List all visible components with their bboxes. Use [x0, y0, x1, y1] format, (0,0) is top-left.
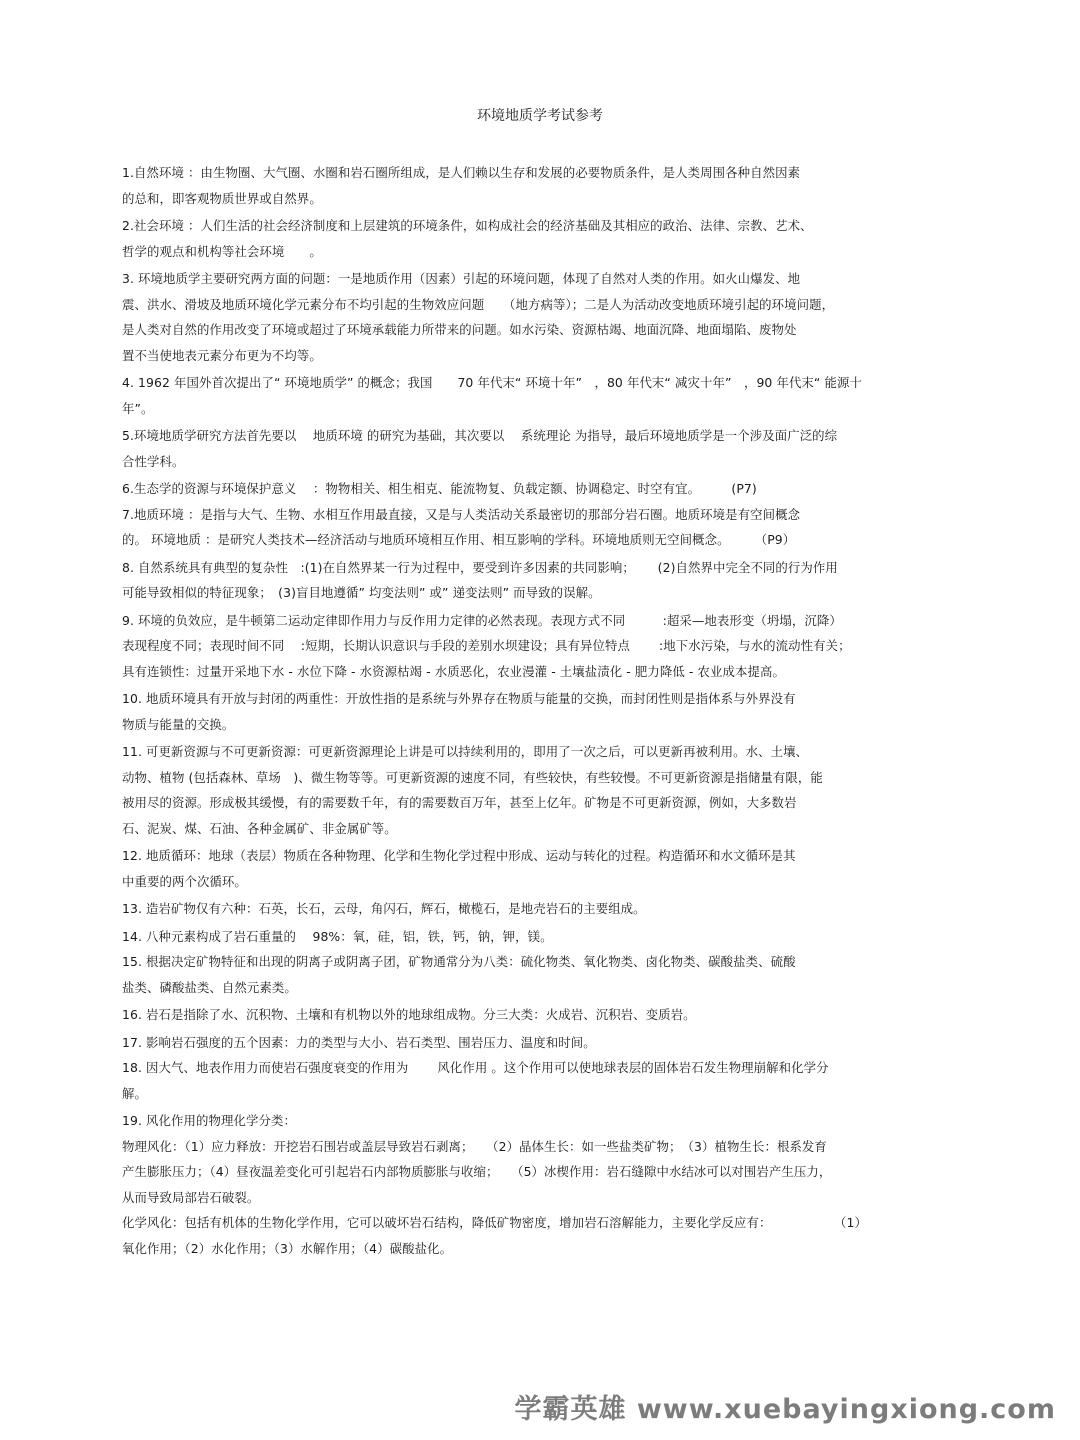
text-line: 化学风化：包括有机体的生物化学作用，它可以破坏岩石结构，降低矿物密度，增加岩石溶解能力，主要化学反应有： （1）: [122, 1215, 868, 1230]
paragraph: [122, 266, 952, 368]
text-line: 置不当使地表元素分布更为不均等。: [122, 347, 322, 363]
text-line: 产生膨胀压力；（4）昼夜温差变化可引起岩石内部物质膨胀与收缩； （5）冰楔作用：岩石缝隙中水结冰可以对围岩产生压力，: [122, 1164, 832, 1179]
text-line: 1.自然环境 ：由生物圈、大气圈、水圈和岩石圈所组成，是人们赖以生存和发展的必要物质条件，是人类周围各种自然因素: [122, 165, 801, 180]
paragraph: [122, 1030, 952, 1056]
text-line: 2.社会环境 ：人们生活的社会经济制度和上层建筑的环境条件，如构成社会的经济基础及其相应的政治、法律、宗教、艺术、: [122, 218, 813, 233]
text-line: 动物、植物 (包括森林、草场 )、微生物等等。可更新资源的速度不同，有些较快，有些较慢。不可更新资源是指储量有限，能: [122, 769, 823, 785]
text-line: 17. 影响岩石强度的五个因素：力的类型与大小、岩石类型、围岩压力、温度和时间。: [122, 1034, 596, 1050]
paragraph: [122, 476, 952, 502]
text-line: 盐类、磷酸盐类、自然元素类。: [122, 979, 297, 995]
text-line: 中重要的两个次循环。: [122, 873, 247, 889]
text-line: 氧化作用；（2）水化作用；（3）水解作用；（4）碳酸盐化。: [122, 1240, 453, 1256]
paragraph: [122, 924, 952, 950]
text-line: 3. 环境地质学主要研究两方面的问题：一是地质作用（因素）引起的环境问题，体现了自然对人类的作用。如火山爆发、地: [122, 271, 801, 286]
paragraph: [122, 555, 952, 606]
watermark: 学霸英雄 www.xuebayingxiong.com: [514, 1394, 1056, 1425]
paragraph: [122, 949, 952, 1000]
paragraph: [122, 739, 952, 841]
text-line: 13. 造岩矿物仅有六种：石英，长石，云母，角闪石，辉石，橄榄石，是地壳岩石的主要组成。: [122, 901, 646, 916]
text-line: 14. 八种元素构成了岩石重量的 98%：氧，硅，铝，铁，钙，钠，钾，镁。: [122, 928, 553, 944]
paragraph: [122, 1055, 952, 1106]
text-line: 物理风化：（1）应力释放：开挖岩石围岩或盖层导致岩石剥离； （2）晶体生长：如一些盐类矿物； （3）植物生长：根系发育: [122, 1138, 827, 1154]
paragraph: [122, 423, 952, 474]
paragraph: [122, 843, 952, 894]
text-line: 12. 地质循环：地球（表层）物质在各种物理、化学和生物化学过程中形成、运动与转化的过程。构造循环和水文循环是其: [122, 848, 796, 863]
text-line: 被用尽的资源。形成极其缓慢，有的需要数千年，有的需要数百万年，甚至上亿年。矿物是不可更新资源，例如，大多数岩: [122, 795, 797, 810]
text-line: 哲学的观点和机构等社会环境 。: [122, 243, 322, 259]
text-line: 具有连锁性：过量开采地下水 - 水位下降 - 水资源枯竭 - 水质恶化，农业漫灌 - 土壤盐渍化 - 肥力降低 - 农业成本提高。: [122, 663, 785, 679]
text-line: 5.环境地质学研究方法首先要以 地质环境 的研究为基础，其次要以 系统理论 为指导，最后环境地质学是一个涉及面广泛的综: [122, 428, 838, 443]
paragraph: [122, 370, 952, 421]
text-line: 15. 根据决定矿物特征和出现的阴离子或阴离子团，矿物通常分为八类：硫化物类、氧化物类、卤化物类、碳酸盐类、硫酸: [122, 954, 796, 969]
text-line: 物质与能量的交换。: [122, 716, 235, 732]
paragraph: [122, 1108, 952, 1261]
text-line: 的。 环境地质 ：是研究人类技术—经济活动与地质环境相互作用、相互影响的学科。环境地质则无空间概念。 （P9）: [122, 532, 796, 547]
text-line: 16. 岩石是指除了水、沉积物、土壤和有机物以外的地球组成物。分三大类：火成岩、沉积岩、变质岩。: [122, 1007, 696, 1022]
text-line: 7.地质环境 ：是指与大气、生物、水相互作用最直接，又是与人类活动关系最密切的那部分岩石圈。地质环境是有空间概念: [122, 506, 801, 522]
text-line: 表现程度不同；表现时间不同 :短期，长期认识意识与手段的差别水坝建设；具有异位特点 :地下水污染，与水的流动性有关；: [122, 638, 851, 653]
text-line: 是人类对自然的作用改变了环境或超过了环境承载能力所带来的问题。如水污染、资源枯竭、地面沉降、地面塌陷、废物处: [122, 322, 797, 337]
paragraph: [122, 1002, 952, 1028]
text-line: 解。: [122, 1085, 147, 1101]
paragraph: [122, 896, 952, 922]
text-line: 19. 风化作用的物理化学分类：: [122, 1113, 296, 1128]
text-line: 11. 可更新资源与不可更新资源：可更新资源理论上讲是可以持续利用的，即用了一次之后，可以更新再被利用。水、土壤、: [122, 744, 809, 759]
page-title: 环境地质学考试参考: [477, 108, 603, 124]
text-line: 合性学科。: [122, 453, 185, 469]
text-line: 年”。: [122, 400, 154, 416]
text-line: 9. 环境的负效应，是牛顿第二运动定律即作用力与反作用力定律的必然表现。表现方式不同 :超采—地表形变（坍塌，沉降）: [122, 612, 842, 628]
document-body: [122, 160, 952, 1261]
text-line: 的总和，即客观物质世界或自然界。: [122, 190, 322, 206]
paragraph: [122, 686, 952, 737]
text-line: 10. 地质环境具有开放与封闭的两重性：开放性指的是系统与外界存在物质与能量的交换，而封闭性则是指体系与外界没有: [122, 691, 796, 706]
text-line: 从而导致局部岩石破裂。: [122, 1189, 260, 1205]
paragraph: [122, 160, 952, 211]
paragraph: [122, 213, 952, 264]
text-line: 8. 自然系统具有典型的复杂性 :(1)在自然界某一行为过程中，要受到许多因素的共同影响； (2)自然界中完全不同的行为作用: [122, 559, 838, 575]
text-line: 6.生态学的资源与环境保护意义 ：物物相关、相生相克、能流物复、负载定额、协调稳定、时空有宜。 (P7): [122, 481, 757, 496]
text-line: 可能导致相似的特征现象； (3)盲目地遵循” 均变法则” 或” 递变法则” 而导致的误解。: [122, 585, 601, 600]
text-line: 石、泥炭、煤、石油、各种金属矿、非金属矿等。: [122, 820, 397, 836]
text-line: 震、洪水、滑坡及地质环境化学元素分布不均引起的生物效应问题 （地方病等）；二是人为活动改变地质环境引起的环境问题，: [122, 296, 835, 312]
text-line: 4. 1962 年国外首次提出了“ 环境地质学” 的概念；我国 70 年代末“ 环境十年” ，80 年代末“ 减灾十年” ，90 年代末“ 能源十: [122, 375, 862, 390]
paragraph: [122, 502, 952, 553]
text-line: 18. 因大气、地表作用力而使岩石强度衰变的作用为 风化作用 。这个作用可以使地球表层的固体岩石发生物理崩解和化学分: [122, 1060, 829, 1075]
paragraph: [122, 608, 952, 685]
